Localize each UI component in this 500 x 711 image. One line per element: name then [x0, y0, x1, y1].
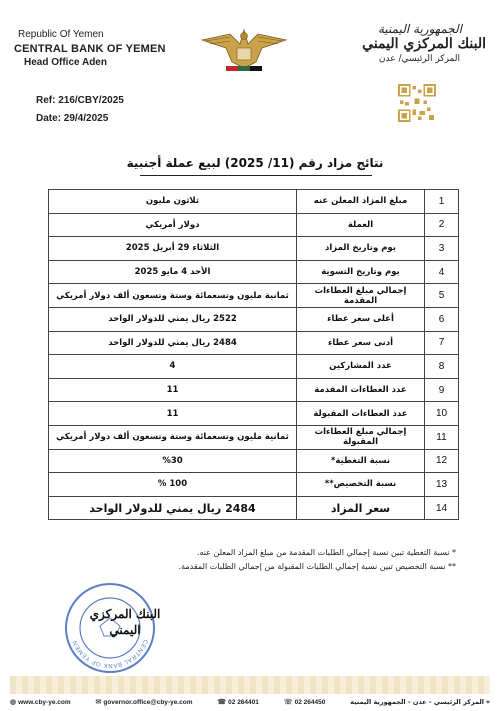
phone2-text: 02 264450: [294, 698, 326, 706]
bank-name-ar: البنك المركزي اليمني: [362, 36, 486, 52]
row-label: إجمالي مبلغ العطاءات المقبولة: [297, 425, 425, 449]
mail-icon: ✉: [95, 699, 102, 706]
title-underline: [140, 175, 372, 176]
row-value: 4: [49, 355, 297, 379]
row-number: 12: [425, 449, 459, 473]
qr-code-icon: [398, 84, 436, 122]
header-english: [14, 28, 174, 70]
table-row: [49, 402, 459, 426]
footer-contact-bar: [10, 694, 490, 710]
table-row: [49, 331, 459, 355]
footer-fax: [284, 698, 326, 706]
document-date: Date: 29/4/2025: [36, 113, 109, 124]
footer-address: [350, 698, 490, 707]
phone1-text: 02 264401: [228, 698, 259, 706]
header-arabic: [336, 22, 486, 64]
row-label: نسبة التخصيص**: [297, 473, 425, 497]
row-number: 5: [425, 284, 459, 308]
yemen-eagle-emblem-icon: [200, 22, 288, 74]
row-value: دولار أمريكي: [49, 213, 297, 237]
row-number: 3: [425, 237, 459, 261]
document-title: نتائج مزاد رقم (11/ 2025) لبيع عملة أجنبية: [126, 156, 384, 170]
table-row: [49, 237, 459, 261]
table-row: [49, 425, 459, 449]
footnote-coverage: * نسبة التغطية تبين نسبة إجمالي الطلبات المقدمة من مبلغ المزاد المعلن عنه.: [196, 548, 456, 557]
row-number: 10: [425, 402, 459, 426]
row-label: يوم وتاريخ المزاد: [297, 237, 425, 261]
row-value: 2522 ريال يمني للدولار الواحد: [49, 307, 297, 331]
table-row: [49, 473, 459, 497]
reference-number: Ref: 216/CBY/2025: [36, 95, 124, 106]
row-label: أعلى سعر عطاء: [297, 307, 425, 331]
row-number: 1: [425, 190, 459, 214]
row-number: 4: [425, 260, 459, 284]
row-value: 2484 ريال يمني للدولار الواحد: [49, 496, 297, 520]
footer-email[interactable]: [96, 698, 193, 706]
table-row: [49, 190, 459, 214]
table-row: [49, 378, 459, 402]
location-pin-icon: ⌖: [486, 697, 490, 706]
row-number: 2: [425, 213, 459, 237]
table-row: [49, 496, 459, 520]
footer-website[interactable]: [10, 698, 71, 706]
fax-icon: ☏: [283, 699, 293, 706]
table-row: [49, 260, 459, 284]
table-row: [49, 307, 459, 331]
document-meta: [36, 92, 124, 128]
republic-label-en: Republic Of Yemen: [18, 29, 104, 40]
address-text: المركز الرئيسي - عدن - الجمهورية اليمنية: [350, 698, 485, 706]
row-label: سعر المزاد: [297, 496, 425, 520]
row-number: 9: [425, 378, 459, 402]
email-text[interactable]: governor.office@cby-ye.com: [103, 698, 193, 706]
row-label: إجمالي مبلغ العطاءات المقدمة: [297, 284, 425, 308]
row-label: نسبة التغطية*: [297, 449, 425, 473]
bank-name-en: CENTRAL BANK OF YEMEN: [14, 43, 166, 55]
row-number: 8: [425, 355, 459, 379]
table-row: [49, 355, 459, 379]
office-label-en: Head Office Aden: [24, 57, 107, 68]
auction-results-table: [48, 189, 459, 520]
footer-phone: [217, 698, 258, 706]
row-number: 7: [425, 331, 459, 355]
row-number: 13: [425, 473, 459, 497]
office-label-ar: المركز الرئيسي/ عدن: [378, 54, 460, 64]
row-value: 11: [49, 402, 297, 426]
row-value: ثمانية مليون وتسعمائة وستة وتسعون ألف دولار أمريكي: [49, 284, 297, 308]
row-number: 11: [425, 425, 459, 449]
row-number: 6: [425, 307, 459, 331]
row-label: عدد العطاءات المقدمة: [297, 378, 425, 402]
footnote-allocation: ** نسبة التخصيص تبين نسبة إجمالي الطلبات المقبولة من إجمالي الطلبات المقدمة.: [178, 562, 456, 571]
phone-icon: ☎: [217, 699, 227, 706]
row-label: أدنى سعر عطاء: [297, 331, 425, 355]
row-label: عدد العطاءات المقبولة: [297, 402, 425, 426]
stamp-label: البنك المركزي اليمني: [89, 607, 161, 637]
row-value: 11: [49, 378, 297, 402]
table-row: [49, 213, 459, 237]
row-value: 2484 ريال يمني للدولار الواحد: [49, 331, 297, 355]
republic-label-ar: الجمهورية اليمنية: [377, 22, 462, 36]
row-value: ثلاثون مليون: [49, 190, 297, 214]
row-value: 100 %: [49, 473, 297, 497]
row-label: يوم وتاريخ التسوية: [297, 260, 425, 284]
row-label: عدد المشاركين: [297, 355, 425, 379]
website-text[interactable]: www.cby-ye.com: [18, 698, 71, 706]
footnotes: [56, 546, 456, 574]
row-value: الأحد 4 مايو 2025: [49, 260, 297, 284]
row-label: مبلغ المزاد المعلن عنه: [297, 190, 425, 214]
footer-pattern-band: [10, 676, 490, 694]
row-value: الثلاثاء 29 أبريل 2025: [49, 237, 297, 261]
stamp-ring-text: CENTRAL BANK OF YEMEN: [72, 638, 149, 669]
row-number: 14: [425, 496, 459, 520]
row-label: العملة: [297, 213, 425, 237]
row-value: %30: [49, 449, 297, 473]
globe-icon: ◍: [10, 699, 17, 706]
table-row: [49, 449, 459, 473]
table-row: [49, 284, 459, 308]
row-value: ثمانية مليون وتسعمائة وستة وتسعون ألف دولار أمريكي: [49, 425, 297, 449]
